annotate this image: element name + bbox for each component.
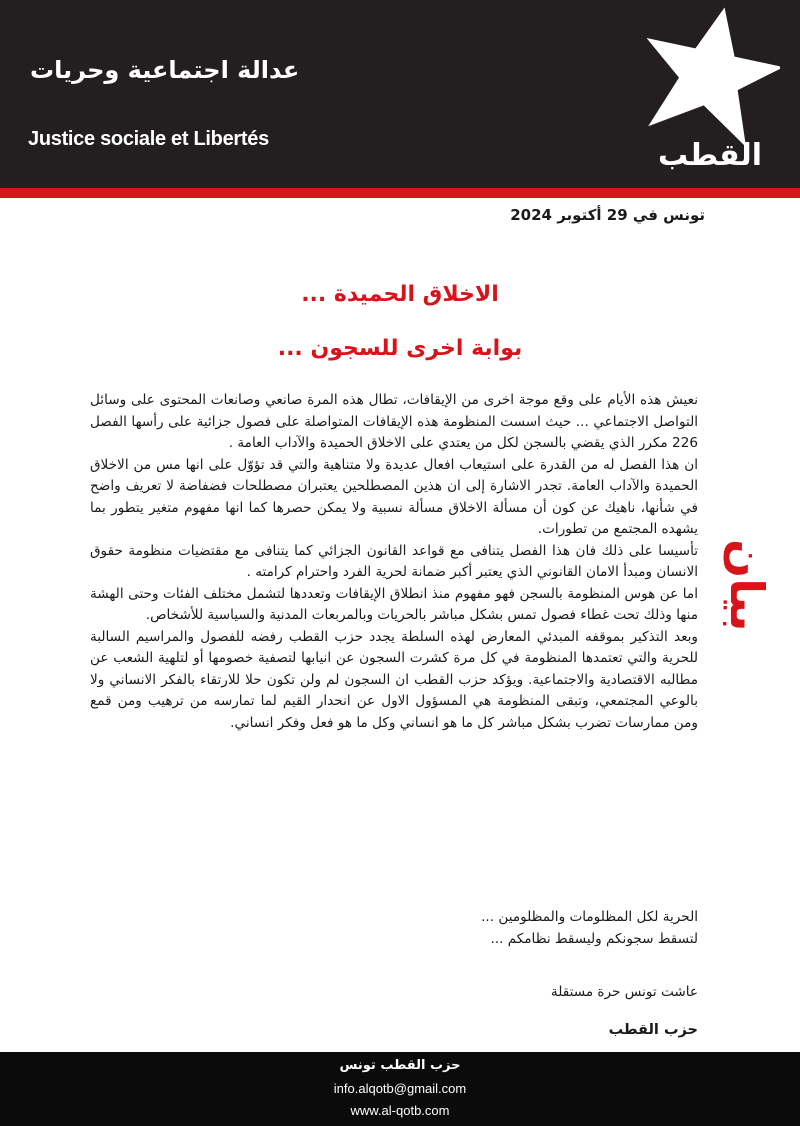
statement-label: بيان xyxy=(720,538,774,632)
closing-line-2: لتسقط سجونكم وليسقط نظامكم ... xyxy=(490,931,698,947)
title-line-2: بوابة اخرى للسجون ... xyxy=(277,336,523,361)
title-line-1: الاخلاق الحميدة ... xyxy=(301,282,499,307)
body-paragraph: اما عن هوس المنظومة بالسجن فهو مفهوم منذ انطلاق الإيقافات وتعددها لتشمل مختلف الفئات وحتى الهشة منها وذلك تحت غطاء فصول تمس بشكل مباشر بالحريات وبالمربعات المدنية والسياسية للأشخاص. xyxy=(90,585,698,623)
star-icon xyxy=(640,6,780,146)
letterhead-header xyxy=(0,0,800,188)
body-paragraph: ان هذا الفصل له من القدرة على استيعاب افعال عديدة ولا متناهية والتي قد تؤوّل على انها مس من الاخلاق الحميدة والآداب العامة. تجدر الاشارة إلى ان هذين المصطلحين يعتبران مصطلحات فضفاضة لا تعريف واضح في شأنها، ناهيك عن كون أن مسألة الاخلاق مسألة نسبية ولا يمكن حصرها كما انها مفهوم متغير يتطور بما يشهده المجتمع من تطورات. xyxy=(90,456,698,537)
body-paragraph: وبعد التذكير بموقفه المبدئي المعارض لهذه السلطة يجدد حزب القطب رفضه للفصول والمراسيم السالبة للحرية والتي تعتمدها المنظومة في كل مرة كشرت السجون عن انيابها لتصفية خصومها أو لتلهية الشعب عن مطالبه الاقتصادية والاجتماعية. ويؤكد حزب القطب ان السجون لم ولن تكون حلا للارتقاء بالفكر الانساني ولا بالوعي المجتمعي، وتبقى المنظومة هي المسؤول الاول عن انحدار القيم لما تمارسه من ترهيب ومن قمع ومن ممارسات تضرب بشكل مباشر كل ما هو انساني وكل ما هو فعل وفكر انساني. xyxy=(90,628,698,731)
header-red-stripe xyxy=(0,188,800,198)
party-logo-name: القطب xyxy=(657,138,763,173)
footer-email: info.alqotb@gmail.com xyxy=(333,1081,467,1096)
footer-website: www.al-qotb.com xyxy=(350,1103,450,1118)
body-paragraph: تأسيسا على ذلك فان هذا الفصل يتنافى مع قواعد القانون الجزائي كما يتنافى مع مقتضيات منظومة حقوق الانسان ومبدأ الامان القانوني الذي يعتبر أكبر ضمانة لحرية الفرد واحترام كرامته . xyxy=(90,542,698,580)
footer-party-name: حزب القطب تونس xyxy=(339,1058,461,1073)
signature: حزب القطب xyxy=(608,1022,698,1038)
slogan-arabic: عدالة اجتماعية وحريات xyxy=(30,56,300,84)
long-live-line: عاشت تونس حرة مستقلة xyxy=(550,984,698,1000)
slogan-french: Justice sociale et Libertés xyxy=(28,128,269,150)
letterhead-footer xyxy=(0,1052,800,1126)
body-paragraph: نعيش هذه الأيام على وقع موجة اخرى من الإيقافات، تطال هذه المرة صانعي وصانعات المحتوى على وسائل التواصل الاجتماعي ... حيث اسست المنظومة هذه الإيقافات المتواصلة على فصول جزائية على رأسها الفصل 226 مكرر الذي يقضي بالسجن لكل من يعتدي على الاخلاق الحميدة والآداب العامة . xyxy=(90,392,698,451)
document-date: تونس في 29 أكتوبر 2024 xyxy=(510,206,705,224)
closing-line-1: الحرية لكل المظلومات والمظلومين ... xyxy=(481,909,698,925)
statement-body xyxy=(90,390,698,734)
closing-slogans xyxy=(200,906,698,950)
